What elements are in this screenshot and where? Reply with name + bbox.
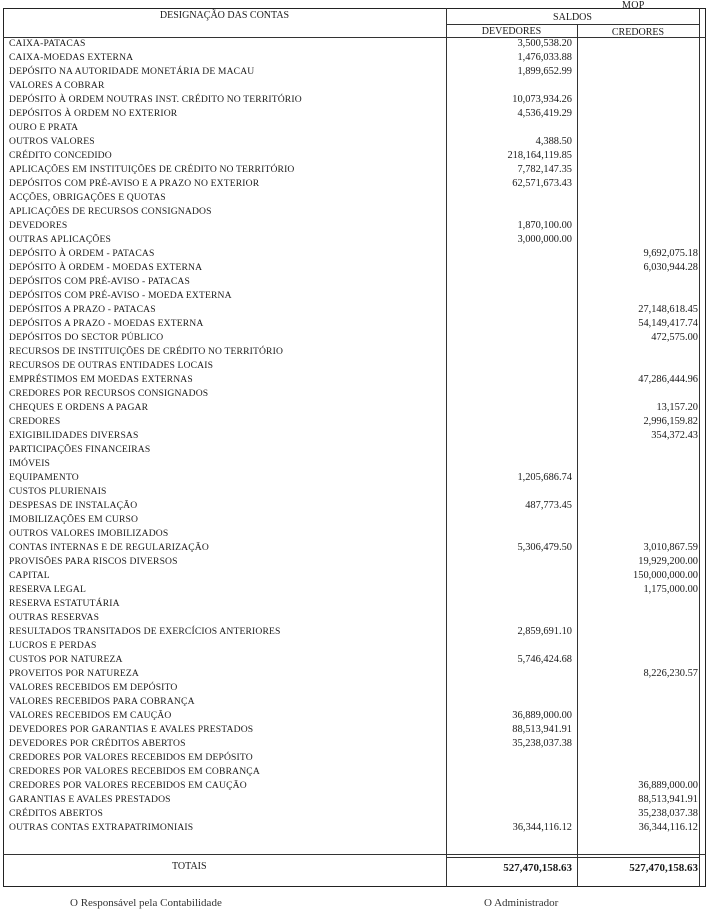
table-row [0,374,717,388]
account-name: IMÓVEIS [9,458,51,469]
table-row [0,430,717,444]
account-name: OUTROS VALORES IMOBILIZADOS [9,528,169,539]
table-row [0,710,717,724]
table-row [0,94,717,108]
table-row [0,52,717,66]
account-name: EMPRÉSTIMOS EM MOEDAS EXTERNAS [9,374,193,385]
account-name: DEVEDORES POR GARANTIAS E AVALES PRESTADOS [9,724,254,735]
table-row [0,304,717,318]
account-name: DEPÓSITOS DO SECTOR PÚBLICO [9,332,164,343]
debit-balance: 3,000,000.00 [517,234,572,245]
debit-balance: 4,388.50 [535,136,572,147]
table-row [0,472,717,486]
credit-balance: 47,286,444.96 [638,374,698,385]
saldos-rule [446,24,699,25]
table-row [0,556,717,570]
account-name: CREDORES [9,416,61,427]
account-name: ACÇÕES, OBRIGAÇÕES E QUOTAS [9,192,166,203]
account-name: CUSTOS PLURIENAIS [9,486,107,497]
table-row [0,192,717,206]
table-row [0,136,717,150]
account-name: CREDORES POR RECURSOS CONSIGNADOS [9,388,209,399]
totals-credit: 527,470,158.63 [629,862,698,874]
table-row [0,206,717,220]
table-row [0,822,717,836]
totals-double-rule [446,857,699,858]
table-row [0,332,717,346]
account-name: GARANTIAS E AVALES PRESTADOS [9,794,171,805]
table-row [0,346,717,360]
administrator-signature-label: O Administrador [484,897,559,909]
table-row [0,388,717,402]
account-name: DEPÓSITOS A PRAZO - PATACAS [9,304,156,315]
credit-balance: 8,226,230.57 [643,668,698,679]
totals-label: TOTAIS [172,861,207,872]
account-name: OUTRAS CONTAS EXTRAPATRIMONIAIS [9,822,194,833]
credit-balance: 3,010,867.59 [643,542,698,553]
debit-column-header: DEVEDORES [481,26,542,37]
table-row [0,696,717,710]
account-name: VALORES RECEBIDOS EM DEPÓSITO [9,682,178,693]
table-row [0,80,717,94]
table-row [0,66,717,80]
account-name: RECURSOS DE INSTITUIÇÕES DE CRÉDITO NO TERRITÓRIO [9,346,284,357]
table-row [0,122,717,136]
credit-balance: 6,030,944.28 [643,262,698,273]
table-row [0,444,717,458]
account-name: CRÉDITO CONCEDIDO [9,150,112,161]
account-name: DESPESAS DE INSTALAÇÃO [9,500,138,511]
debit-balance: 10,073,934.26 [512,94,572,105]
debit-balance: 5,306,479.50 [517,542,572,553]
account-name: OUTROS VALORES [9,136,95,147]
credit-column-header: CREDORES [611,27,665,38]
credit-balance: 2,996,159.82 [643,416,698,427]
account-name: CONTAS INTERNAS E DE REGULARIZAÇÃO [9,542,209,553]
account-name: CAPITAL [9,570,50,581]
table-row [0,584,717,598]
account-name: APLICAÇÕES DE RECURSOS CONSIGNADOS [9,206,212,217]
table-row [0,654,717,668]
currency-label: MOP [622,0,645,11]
table-row [0,108,717,122]
credit-balance: 36,889,000.00 [638,780,698,791]
table-row [0,360,717,374]
account-name: DEVEDORES [9,220,68,231]
table-row [0,486,717,500]
account-name: CHEQUES E ORDENS A PAGAR [9,402,149,413]
account-name: DEPÓSITOS COM PRÉ-AVISO E A PRAZO NO EXTERIOR [9,178,260,189]
totals-top-rule [3,854,706,855]
table-row [0,528,717,542]
account-name: OURO E PRATA [9,122,79,133]
table-row [0,780,717,794]
account-name: RESULTADOS TRANSITADOS DE EXERCÍCIOS ANTERIORES [9,626,281,637]
account-name: EXIGIBILIDADES DIVERSAS [9,430,139,441]
table-row [0,724,717,738]
account-name: CAIXA-MOEDAS EXTERNA [9,52,134,63]
account-name: PROVISÕES PARA RISCOS DIVERSOS [9,556,178,567]
table-row [0,276,717,290]
account-name: CREDORES POR VALORES RECEBIDOS EM COBRANÇA [9,766,260,777]
credit-balance: 1,175,000.00 [643,584,698,595]
debit-balance: 36,344,116.12 [512,822,572,833]
debit-balance: 4,536,419.29 [517,108,572,119]
table-row [0,570,717,584]
account-name: LUCROS E PERDAS [9,640,97,651]
account-name: DEPÓSITOS A PRAZO - MOEDAS EXTERNA [9,318,204,329]
account-name: OUTRAS APLICAÇÕES [9,234,111,245]
account-name: IMOBILIZAÇÕES EM CURSO [9,514,139,525]
account-name: CUSTOS POR NATUREZA [9,654,123,665]
debit-balance: 7,782,147.35 [517,164,572,175]
credit-balance: 35,238,037.38 [638,808,698,819]
account-name: CRÉDITOS ABERTOS [9,808,103,819]
table-row [0,794,717,808]
account-name: DEPÓSITO À ORDEM NOUTRAS INST. CRÉDITO NO TERRITÓRIO [9,94,302,105]
account-name: DEPÓSITOS À ORDEM NO EXTERIOR [9,108,178,119]
debit-balance: 5,746,424.68 [517,654,572,665]
credit-balance: 354,372.43 [651,430,698,441]
credit-balance: 13,157.20 [656,402,698,413]
credit-balance: 54,149,417.74 [638,318,698,329]
table-row [0,38,717,52]
account-name: DEPÓSITO À ORDEM - PATACAS [9,248,155,259]
table-row [0,808,717,822]
table-row [0,234,717,248]
account-name: EQUIPAMENTO [9,472,79,483]
debit-balance: 88,513,941.91 [512,724,572,735]
table-row [0,262,717,276]
table-row [0,220,717,234]
credit-balance: 9,692,075.18 [643,248,698,259]
debit-balance: 35,238,037.38 [512,738,572,749]
account-name: OUTRAS RESERVAS [9,612,100,623]
table-row [0,248,717,262]
debit-balance: 1,870,100.00 [517,220,572,231]
account-name: CAIXA-PATACAS [9,38,86,49]
account-name: DEPÓSITOS COM PRÉ-AVISO - MOEDA EXTERNA [9,290,232,301]
table-row [0,682,717,696]
account-name: CREDORES POR VALORES RECEBIDOS EM CAUÇÃO [9,780,247,791]
table-row [0,458,717,472]
credit-balance: 36,344,116.12 [638,822,698,833]
account-name: CREDORES POR VALORES RECEBIDOS EM DEPÓSITO [9,752,253,763]
debit-balance: 1,476,033.88 [517,52,572,63]
account-name: VALORES RECEBIDOS EM CAUÇÃO [9,710,172,721]
table-row [0,164,717,178]
table-row [0,766,717,780]
account-name: DEPÓSITO NA AUTORIDADE MONETÁRIA DE MACAU [9,66,255,77]
account-name: VALORES RECEBIDOS PARA COBRANÇA [9,696,195,707]
table-row [0,640,717,654]
table-row [0,668,717,682]
saldos-header: SALDOS [553,12,592,23]
debit-balance: 62,571,673.43 [512,178,572,189]
table-row [0,500,717,514]
account-name: PROVEITOS POR NATUREZA [9,668,139,679]
credit-balance: 19,929,200.00 [638,556,698,567]
table-row [0,514,717,528]
account-name: DEVEDORES POR CRÉDITOS ABERTOS [9,738,186,749]
account-name: RESERVA ESTATUTÁRIA [9,598,120,609]
debit-balance: 487,773.45 [525,500,572,511]
totals-debit: 527,470,158.63 [503,862,572,874]
table-row [0,738,717,752]
table-row [0,402,717,416]
table-row [0,318,717,332]
accountant-signature-label: O Responsável pela Contabilidade [70,897,222,909]
debit-balance: 36,889,000.00 [512,710,572,721]
account-name: DEPÓSITOS COM PRÉ-AVISO - PATACAS [9,276,190,287]
account-name: RESERVA LEGAL [9,584,86,595]
table-row [0,290,717,304]
table-row [0,542,717,556]
table-row [0,612,717,626]
designation-header: DESIGNAÇÃO DAS CONTAS [159,10,290,21]
table-row [0,598,717,612]
credit-balance: 472,575.00 [651,332,698,343]
account-name: DEPÓSITO À ORDEM - MOEDAS EXTERNA [9,262,203,273]
credit-balance: 88,513,941.91 [638,794,698,805]
table-row [0,178,717,192]
credit-balance: 27,148,618.45 [638,304,698,315]
table-row [0,150,717,164]
table-row [0,752,717,766]
debit-balance: 218,164,119.85 [507,150,572,161]
debit-balance: 2,859,691.10 [517,626,572,637]
account-name: VALORES A COBRAR [9,80,105,91]
debit-balance: 1,205,686.74 [517,472,572,483]
debit-balance: 3,500,538.20 [517,38,572,49]
table-row [0,626,717,640]
debit-balance: 1,899,652.99 [517,66,572,77]
table-row [0,416,717,430]
account-name: PARTICIPAÇÕES FINANCEIRAS [9,444,151,455]
account-name: RECURSOS DE OUTRAS ENTIDADES LOCAIS [9,360,214,371]
account-name: APLICAÇÕES EM INSTITUIÇÕES DE CRÉDITO NO TERRITÓRIO [9,164,295,175]
credit-balance: 150,000,000.00 [633,570,698,581]
